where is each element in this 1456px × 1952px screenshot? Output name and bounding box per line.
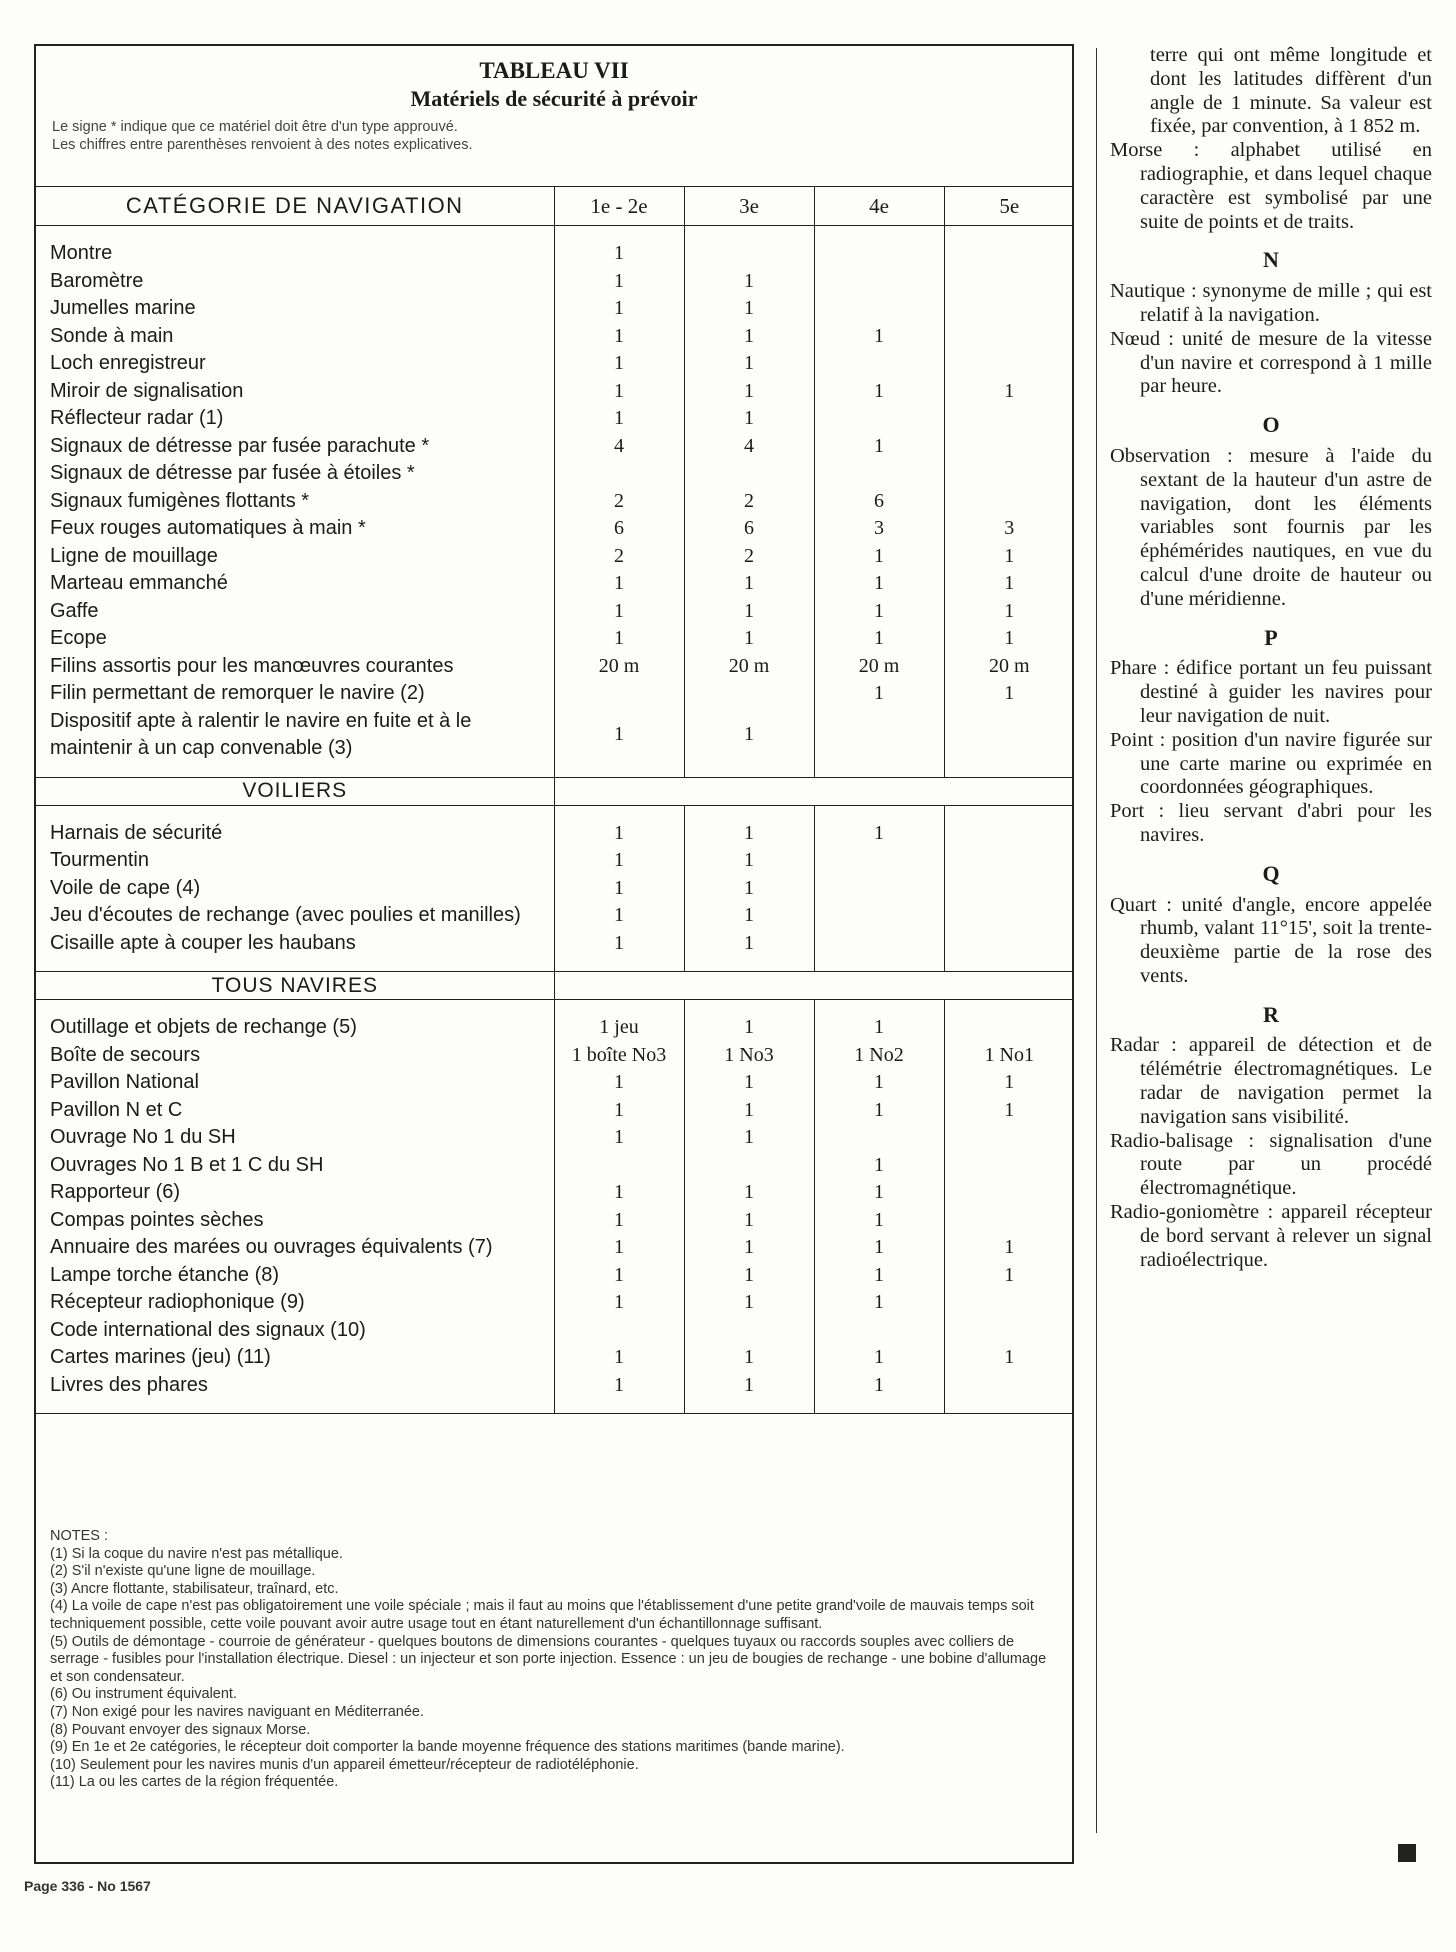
header-cat-1-2: 1e - 2e bbox=[554, 187, 684, 226]
glossary-entry: Radar : appareil de détection et de télémétrie électromagnétiques. Le radar de navigation permet la navigation sans visibilité. bbox=[1110, 1034, 1432, 1128]
note-item: (11) La ou les cartes de la région fréquentée. bbox=[50, 1774, 339, 1791]
equipment-label: Feux rouges automatiques à main * bbox=[36, 515, 554, 543]
equipment-label: Cartes marines (jeu) (11) bbox=[36, 1344, 554, 1372]
equipment-label: Filin permettant de remorquer le navire (2) bbox=[36, 680, 554, 708]
quantity-cell: 1 bbox=[944, 1097, 1074, 1125]
quantity-cell: 1 bbox=[814, 680, 944, 708]
spacer-row bbox=[36, 226, 1074, 241]
quantity-cell: 1 bbox=[814, 1014, 944, 1042]
quantity-cell: 1 No3 bbox=[684, 1042, 814, 1070]
table-row bbox=[36, 625, 1074, 653]
quantity-cell: 1 bbox=[684, 1097, 814, 1125]
quantity-cell bbox=[814, 1317, 944, 1345]
table-row bbox=[36, 295, 1074, 323]
quantity-cell: 1 bbox=[944, 625, 1074, 653]
quantity-cell bbox=[944, 1207, 1074, 1235]
table-row bbox=[36, 1262, 1074, 1290]
quantity-cell: 1 bbox=[554, 1179, 684, 1207]
quantity-cell bbox=[814, 875, 944, 903]
equipment-label: Signaux de détresse par fusée à étoiles * bbox=[36, 460, 554, 488]
equipment-label: Pavillon National bbox=[36, 1069, 554, 1097]
equipment-label: Pavillon N et C bbox=[36, 1097, 554, 1125]
table-subtitle: Matériels de sécurité à prévoir bbox=[410, 86, 698, 111]
glossary-letter: N bbox=[1263, 247, 1279, 273]
quantity-cell bbox=[814, 1124, 944, 1152]
quantity-cell bbox=[944, 268, 1074, 296]
table-row bbox=[36, 653, 1074, 681]
quantity-cell: 1 bbox=[684, 902, 814, 930]
quantity-cell: 1 bbox=[944, 570, 1074, 598]
quantity-cell: 1 bbox=[684, 847, 814, 875]
notes-block bbox=[50, 1528, 1060, 1792]
quantity-cell: 1 bbox=[684, 1344, 814, 1372]
equipment-label: Outillage et objets de rechange (5) bbox=[36, 1014, 554, 1042]
equipment-label: Ligne de mouillage bbox=[36, 543, 554, 571]
notes-title: NOTES : bbox=[50, 1528, 109, 1544]
note-item: (9) En 1e et 2e catégories, le récepteur doit comporter la bande moyenne fréquence des stations maritimes (bande marine). bbox=[50, 1739, 845, 1756]
glossary-entry: Phare : édifice portant un feu puissant destiné à guider les navires pour leur navigation de nuit. bbox=[1110, 657, 1432, 727]
quantity-cell: 1 bbox=[554, 847, 684, 875]
quantity-cell: 1 bbox=[554, 405, 684, 433]
section-tous-row bbox=[36, 972, 1074, 1000]
quantity-cell bbox=[944, 930, 1074, 958]
quantity-cell: 1 bbox=[554, 930, 684, 958]
quantity-cell: 1 bbox=[684, 570, 814, 598]
table-row bbox=[36, 1014, 1074, 1042]
quantity-cell bbox=[554, 680, 684, 708]
quantity-cell: 1 bbox=[554, 268, 684, 296]
equipment-label: Jeu d'écoutes de rechange (avec poulies et manilles) bbox=[36, 902, 554, 930]
quantity-cell: 1 bbox=[814, 433, 944, 461]
quantity-cell: 2 bbox=[684, 543, 814, 571]
quantity-cell: 1 bbox=[944, 543, 1074, 571]
equipment-label: Ecope bbox=[36, 625, 554, 653]
quantity-cell bbox=[554, 1317, 684, 1345]
quantity-cell bbox=[944, 1124, 1074, 1152]
table-row bbox=[36, 1097, 1074, 1125]
table-row bbox=[36, 1152, 1074, 1180]
quantity-cell bbox=[814, 295, 944, 323]
quantity-cell bbox=[944, 1317, 1074, 1345]
quantity-cell: 20 m bbox=[684, 653, 814, 681]
quantity-cell: 1 bbox=[814, 820, 944, 848]
quantity-cell: 1 bbox=[814, 1344, 944, 1372]
equipment-label: Récepteur radiophonique (9) bbox=[36, 1289, 554, 1317]
voiliers-section-body bbox=[36, 805, 1074, 972]
quantity-cell bbox=[944, 295, 1074, 323]
quantity-cell bbox=[684, 1152, 814, 1180]
quantity-cell: 1 bbox=[554, 1097, 684, 1125]
quantity-cell: 20 m bbox=[814, 653, 944, 681]
quantity-cell: 1 bbox=[684, 1179, 814, 1207]
quantity-cell bbox=[814, 902, 944, 930]
quantity-cell: 1 bbox=[554, 1069, 684, 1097]
quantity-cell: 1 bbox=[554, 240, 684, 268]
table-row bbox=[36, 1344, 1074, 1372]
quantity-cell: 1 bbox=[684, 1289, 814, 1317]
quantity-cell bbox=[684, 1317, 814, 1345]
quantity-cell: 4 bbox=[684, 433, 814, 461]
quantity-cell: 2 bbox=[554, 488, 684, 516]
table-row bbox=[36, 598, 1074, 626]
quantity-cell: 20 m bbox=[944, 653, 1074, 681]
note-item: (5) Outils de démontage - courroie de générateur - quelques boutons de dimensions courantes - quelques tuyaux ou raccords souples avec colliers de serrage - fusibles pour l'installation électrique. Diesel : un injecteur et son porte injection. Essence : un jeu de bougies de rechange - une bobine d'allumage et son condensateur. bbox=[50, 1633, 1047, 1685]
quantity-cell bbox=[944, 1152, 1074, 1180]
intro-line-notes: Les chiffres entre parenthèses renvoient à des notes explicatives. bbox=[52, 137, 473, 153]
quantity-cell: 1 bbox=[684, 1207, 814, 1235]
quantity-cell: 1 bbox=[814, 1069, 944, 1097]
glossary-entry: Quart : unité d'angle, encore appelée rhumb, valant 11°15', soit la trente-deuxième partie de la rose des vents. bbox=[1110, 893, 1432, 987]
equipment-label: Ouvrages No 1 B et 1 C du SH bbox=[36, 1152, 554, 1180]
quantity-cell: 1 bbox=[554, 1124, 684, 1152]
note-item: (8) Pouvant envoyer des signaux Morse. bbox=[50, 1721, 311, 1738]
equipment-label: Rapporteur (6) bbox=[36, 1179, 554, 1207]
equipment-label: Baromètre bbox=[36, 268, 554, 296]
spacer-row bbox=[36, 957, 1074, 972]
quantity-cell: 1 bbox=[814, 1179, 944, 1207]
equipment-label: Jumelles marine bbox=[36, 295, 554, 323]
table-row bbox=[36, 240, 1074, 268]
glossary-letter: O bbox=[1262, 412, 1280, 438]
glossary-entry: Radio-goniomètre : appareil récepteur de bord servant à relever un signal radioélectrique. bbox=[1110, 1201, 1432, 1271]
equipment-label: Loch enregistreur bbox=[36, 350, 554, 378]
table-row bbox=[36, 1372, 1074, 1400]
note-item: (4) La voile de cape n'est pas obligatoirement une voile spéciale ; mais il faut au moins que l'établissement d'une petite grand'voile de mauvais temps soit techniquement possible, cette voile pouvant avoir autre usage tout en étant naturellement d'un échantillonnage suffisant. bbox=[50, 1598, 1034, 1632]
quantity-cell: 1 bbox=[944, 1234, 1074, 1262]
equipment-label: Réflecteur radar (1) bbox=[36, 405, 554, 433]
quantity-cell: 1 bbox=[814, 598, 944, 626]
equipment-label: Montre bbox=[36, 240, 554, 268]
section-voiliers-row bbox=[36, 777, 1074, 805]
quantity-cell: 1 bbox=[814, 625, 944, 653]
table-row bbox=[36, 1207, 1074, 1235]
quantity-cell: 20 m bbox=[554, 653, 684, 681]
table-row bbox=[36, 1289, 1074, 1317]
equipment-label: Dispositif apte à ralentir le navire en fuite et à le maintenir à un cap convenable (3) bbox=[36, 708, 554, 763]
quantity-cell: 1 No1 bbox=[944, 1042, 1074, 1070]
equipment-label: Marteau emmanché bbox=[36, 570, 554, 598]
quantity-cell: 1 boîte No3 bbox=[554, 1042, 684, 1070]
quantity-cell bbox=[944, 350, 1074, 378]
spacer-row bbox=[36, 1000, 1074, 1015]
quantity-cell: 1 bbox=[554, 820, 684, 848]
quantity-cell: 1 bbox=[944, 1344, 1074, 1372]
quantity-cell: 1 bbox=[684, 323, 814, 351]
quantity-cell bbox=[944, 847, 1074, 875]
glossary-column bbox=[1110, 44, 1432, 1272]
glossary-pre-entries bbox=[1110, 139, 1432, 234]
quantity-cell: 1 bbox=[814, 323, 944, 351]
intro-line-approved: Le signe * indique que ce matériel doit être d'un type approuvé. bbox=[52, 119, 458, 135]
quantity-cell bbox=[944, 902, 1074, 930]
quantity-cell: 1 bbox=[684, 378, 814, 406]
general-section-body bbox=[36, 226, 1074, 778]
quantity-cell: 1 bbox=[554, 708, 684, 763]
table-row bbox=[36, 405, 1074, 433]
quantity-cell: 1 bbox=[944, 1069, 1074, 1097]
quantity-cell bbox=[814, 350, 944, 378]
quantity-cell: 1 bbox=[554, 323, 684, 351]
quantity-cell bbox=[684, 680, 814, 708]
quantity-cell: 1 bbox=[684, 1124, 814, 1152]
note-item: (6) Ou instrument équivalent. bbox=[50, 1686, 237, 1703]
equipment-label: Annuaire des marées ou ouvrages équivalents (7) bbox=[36, 1234, 554, 1262]
glossary-continuation: terre qui ont même longitude et dont les latitudes diffèrent d'un angle de 1 minute. Sa valeur est fixée, par convention, à 1 852 m. bbox=[1150, 44, 1432, 138]
column-divider bbox=[1096, 48, 1097, 1833]
equipment-label: Voile de cape (4) bbox=[36, 875, 554, 903]
quantity-cell: 1 bbox=[554, 1207, 684, 1235]
equipment-label: Ouvrage No 1 du SH bbox=[36, 1124, 554, 1152]
quantity-cell: 3 bbox=[944, 515, 1074, 543]
quantity-cell: 1 bbox=[814, 1207, 944, 1235]
quantity-cell bbox=[944, 1289, 1074, 1317]
section-voiliers-title: VOILIERS bbox=[36, 777, 554, 805]
glossary-sections bbox=[1110, 248, 1432, 1272]
quantity-cell: 1 jeu bbox=[554, 1014, 684, 1042]
quantity-cell bbox=[944, 820, 1074, 848]
quantity-cell: 1 bbox=[684, 598, 814, 626]
glossary-entry: Radio-balisage : signalisation d'une route par un procédé électromagnétique. bbox=[1110, 1129, 1432, 1200]
table-row bbox=[36, 847, 1074, 875]
quantity-cell bbox=[554, 460, 684, 488]
equipment-label: Miroir de signalisation bbox=[36, 378, 554, 406]
note-item: (2) S'il n'existe qu'une ligne de mouillage. bbox=[50, 1563, 316, 1580]
glossary-entry: Nautique : synonyme de mille ; qui est relatif à la navigation. bbox=[1110, 280, 1432, 326]
header-cat-3: 3e bbox=[684, 187, 814, 226]
table-row bbox=[36, 902, 1074, 930]
table-row bbox=[36, 1234, 1074, 1262]
quantity-cell: 4 bbox=[554, 433, 684, 461]
quantity-cell: 1 bbox=[554, 1289, 684, 1317]
quantity-cell: 6 bbox=[554, 515, 684, 543]
page-footer: Page 336 - No 1567 bbox=[24, 1878, 151, 1894]
table-row bbox=[36, 268, 1074, 296]
quantity-cell: 1 bbox=[554, 350, 684, 378]
tous-section-body bbox=[36, 1000, 1074, 1414]
equipment-label: Compas pointes sèches bbox=[36, 1207, 554, 1235]
quantity-cell: 1 bbox=[684, 875, 814, 903]
quantity-cell bbox=[944, 488, 1074, 516]
quantity-cell: 1 bbox=[554, 570, 684, 598]
quantity-cell: 1 bbox=[814, 1234, 944, 1262]
quantity-cell bbox=[684, 240, 814, 268]
equipment-label: Harnais de sécurité bbox=[36, 820, 554, 848]
equipment-label: Cisaille apte à couper les haubans bbox=[36, 930, 554, 958]
quantity-cell: 1 bbox=[814, 1152, 944, 1180]
glossary-entry: Observation : mesure à l'aide du sextant de la hauteur d'un astre de navigation, dont les éléments variables sont fournis par les éphémérides nautiques, en vue du calcul d'une droite de hauteur ou d'une méridienne. bbox=[1110, 444, 1432, 610]
table-row bbox=[36, 570, 1074, 598]
table-row bbox=[36, 433, 1074, 461]
equipment-label: Filins assortis pour les manœuvres courantes bbox=[36, 653, 554, 681]
quantity-cell: 1 bbox=[944, 598, 1074, 626]
quantity-cell bbox=[944, 240, 1074, 268]
table-row bbox=[36, 543, 1074, 571]
quantity-cell bbox=[944, 460, 1074, 488]
quantity-cell: 1 bbox=[684, 1262, 814, 1290]
quantity-cell: 6 bbox=[814, 488, 944, 516]
quantity-cell: 1 bbox=[684, 930, 814, 958]
quantity-cell bbox=[814, 460, 944, 488]
glossary-letter: P bbox=[1264, 624, 1278, 650]
equipment-label: Signaux fumigènes flottants * bbox=[36, 488, 554, 516]
quantity-cell: 1 bbox=[814, 378, 944, 406]
quantity-cell bbox=[944, 405, 1074, 433]
quantity-cell: 1 bbox=[554, 598, 684, 626]
quantity-cell: 1 bbox=[554, 875, 684, 903]
quantity-cell: 1 bbox=[944, 680, 1074, 708]
table-row bbox=[36, 680, 1074, 708]
equipment-label: Sonde à main bbox=[36, 323, 554, 351]
quantity-cell: 1 bbox=[684, 295, 814, 323]
quantity-cell: 1 bbox=[554, 295, 684, 323]
table-row bbox=[36, 488, 1074, 516]
quantity-cell: 1 bbox=[684, 1372, 814, 1400]
note-item: (1) Si la coque du navire n'est pas métallique. bbox=[50, 1545, 343, 1562]
quantity-cell: 1 bbox=[814, 1372, 944, 1400]
quantity-cell: 2 bbox=[554, 543, 684, 571]
quantity-cell: 1 bbox=[814, 1097, 944, 1125]
quantity-cell: 1 bbox=[684, 625, 814, 653]
notes-list bbox=[50, 1546, 1060, 1792]
table-row bbox=[36, 708, 1074, 763]
quantity-cell: 1 bbox=[554, 1262, 684, 1290]
quantity-cell: 1 bbox=[684, 405, 814, 433]
section-tous-title: TOUS NAVIRES bbox=[36, 972, 554, 1000]
spacer-row bbox=[36, 1399, 1074, 1414]
quantity-cell: 1 bbox=[554, 902, 684, 930]
equipment-label: Livres des phares bbox=[36, 1372, 554, 1400]
table-row bbox=[36, 1042, 1074, 1070]
quantity-cell: 1 bbox=[684, 1014, 814, 1042]
quantity-cell: 1 bbox=[684, 820, 814, 848]
header-cat-5: 5e bbox=[944, 187, 1074, 226]
quantity-cell bbox=[944, 433, 1074, 461]
safety-equipment-table-box bbox=[34, 44, 1074, 1864]
equipment-label: Tourmentin bbox=[36, 847, 554, 875]
quantity-cell: 2 bbox=[684, 488, 814, 516]
table-row bbox=[36, 460, 1074, 488]
quantity-cell: 1 bbox=[944, 1262, 1074, 1290]
glossary-letter: Q bbox=[1262, 860, 1280, 886]
table-row bbox=[36, 1069, 1074, 1097]
table-row bbox=[36, 323, 1074, 351]
spacer-row bbox=[36, 763, 1074, 778]
table-row bbox=[36, 378, 1074, 406]
quantity-cell: 1 bbox=[554, 625, 684, 653]
quantity-cell bbox=[944, 708, 1074, 763]
table-row bbox=[36, 875, 1074, 903]
table-row bbox=[36, 1317, 1074, 1345]
quantity-cell: 1 bbox=[814, 1289, 944, 1317]
quantity-cell bbox=[944, 875, 1074, 903]
header-cat-4: 4e bbox=[814, 187, 944, 226]
quantity-cell: 1 bbox=[684, 268, 814, 296]
quantity-cell bbox=[944, 1372, 1074, 1400]
glossary-entry: Nœud : unité de mesure de la vitesse d'un navire et correspond à 1 mille par heure. bbox=[1110, 327, 1432, 398]
equipment-label: Code international des signaux (10) bbox=[36, 1317, 554, 1345]
header-category: CATÉGORIE DE NAVIGATION bbox=[36, 187, 554, 226]
table-row bbox=[36, 1179, 1074, 1207]
glossary-entry: Morse : alphabet utilisé en radiographie, et dans lequel chaque caractère est symbolisé par une suite de points et de traits. bbox=[1110, 139, 1432, 233]
quantity-cell bbox=[814, 240, 944, 268]
quantity-cell bbox=[944, 323, 1074, 351]
quantity-cell: 1 bbox=[684, 708, 814, 763]
quantity-cell bbox=[684, 460, 814, 488]
equipment-label: Lampe torche étanche (8) bbox=[36, 1262, 554, 1290]
quantity-cell: 1 bbox=[684, 350, 814, 378]
table-title: TABLEAU VII bbox=[479, 58, 629, 83]
quantity-cell: 1 No2 bbox=[814, 1042, 944, 1070]
table-row bbox=[36, 930, 1074, 958]
note-item: (3) Ancre flottante, stabilisateur, traînard, etc. bbox=[50, 1580, 339, 1597]
table-row bbox=[36, 350, 1074, 378]
spacer-row bbox=[36, 805, 1074, 820]
glossary-letter: R bbox=[1263, 1001, 1279, 1027]
table-row bbox=[36, 820, 1074, 848]
quantity-cell bbox=[944, 1179, 1074, 1207]
equipment-label: Gaffe bbox=[36, 598, 554, 626]
quantity-cell bbox=[814, 930, 944, 958]
quantity-cell bbox=[814, 708, 944, 763]
table-row bbox=[36, 1124, 1074, 1152]
glossary-entry: Point : position d'un navire figurée sur une carte marine ou exprimée en coordonnées géographiques. bbox=[1110, 728, 1432, 799]
quantity-cell: 1 bbox=[554, 1234, 684, 1262]
quantity-cell: 1 bbox=[814, 570, 944, 598]
quantity-cell: 3 bbox=[814, 515, 944, 543]
quantity-cell bbox=[944, 1014, 1074, 1042]
equipment-label: Boîte de secours bbox=[36, 1042, 554, 1070]
quantity-cell: 1 bbox=[554, 378, 684, 406]
quantity-cell: 1 bbox=[684, 1234, 814, 1262]
note-item: (7) Non exigé pour les navires naviguant en Méditerranée. bbox=[50, 1703, 424, 1720]
table-header-row bbox=[36, 187, 1074, 226]
quantity-cell: 1 bbox=[684, 1069, 814, 1097]
glossary-entry: Port : lieu servant d'abri pour les navires. bbox=[1110, 800, 1432, 846]
quantity-cell: 1 bbox=[944, 378, 1074, 406]
quantity-cell bbox=[814, 268, 944, 296]
quantity-cell: 1 bbox=[814, 1262, 944, 1290]
end-of-article-mark bbox=[1398, 1844, 1416, 1862]
quantity-cell: 1 bbox=[554, 1372, 684, 1400]
quantity-cell bbox=[814, 405, 944, 433]
note-item: (10) Seulement pour les navires munis d'un appareil émetteur/récepteur de radiotéléphonie. bbox=[50, 1756, 639, 1773]
equipment-label: Signaux de détresse par fusée parachute * bbox=[36, 433, 554, 461]
quantity-cell bbox=[814, 847, 944, 875]
equipment-table bbox=[36, 186, 1074, 1414]
table-row bbox=[36, 515, 1074, 543]
quantity-cell: 6 bbox=[684, 515, 814, 543]
quantity-cell: 1 bbox=[814, 543, 944, 571]
quantity-cell bbox=[554, 1152, 684, 1180]
quantity-cell: 1 bbox=[554, 1344, 684, 1372]
